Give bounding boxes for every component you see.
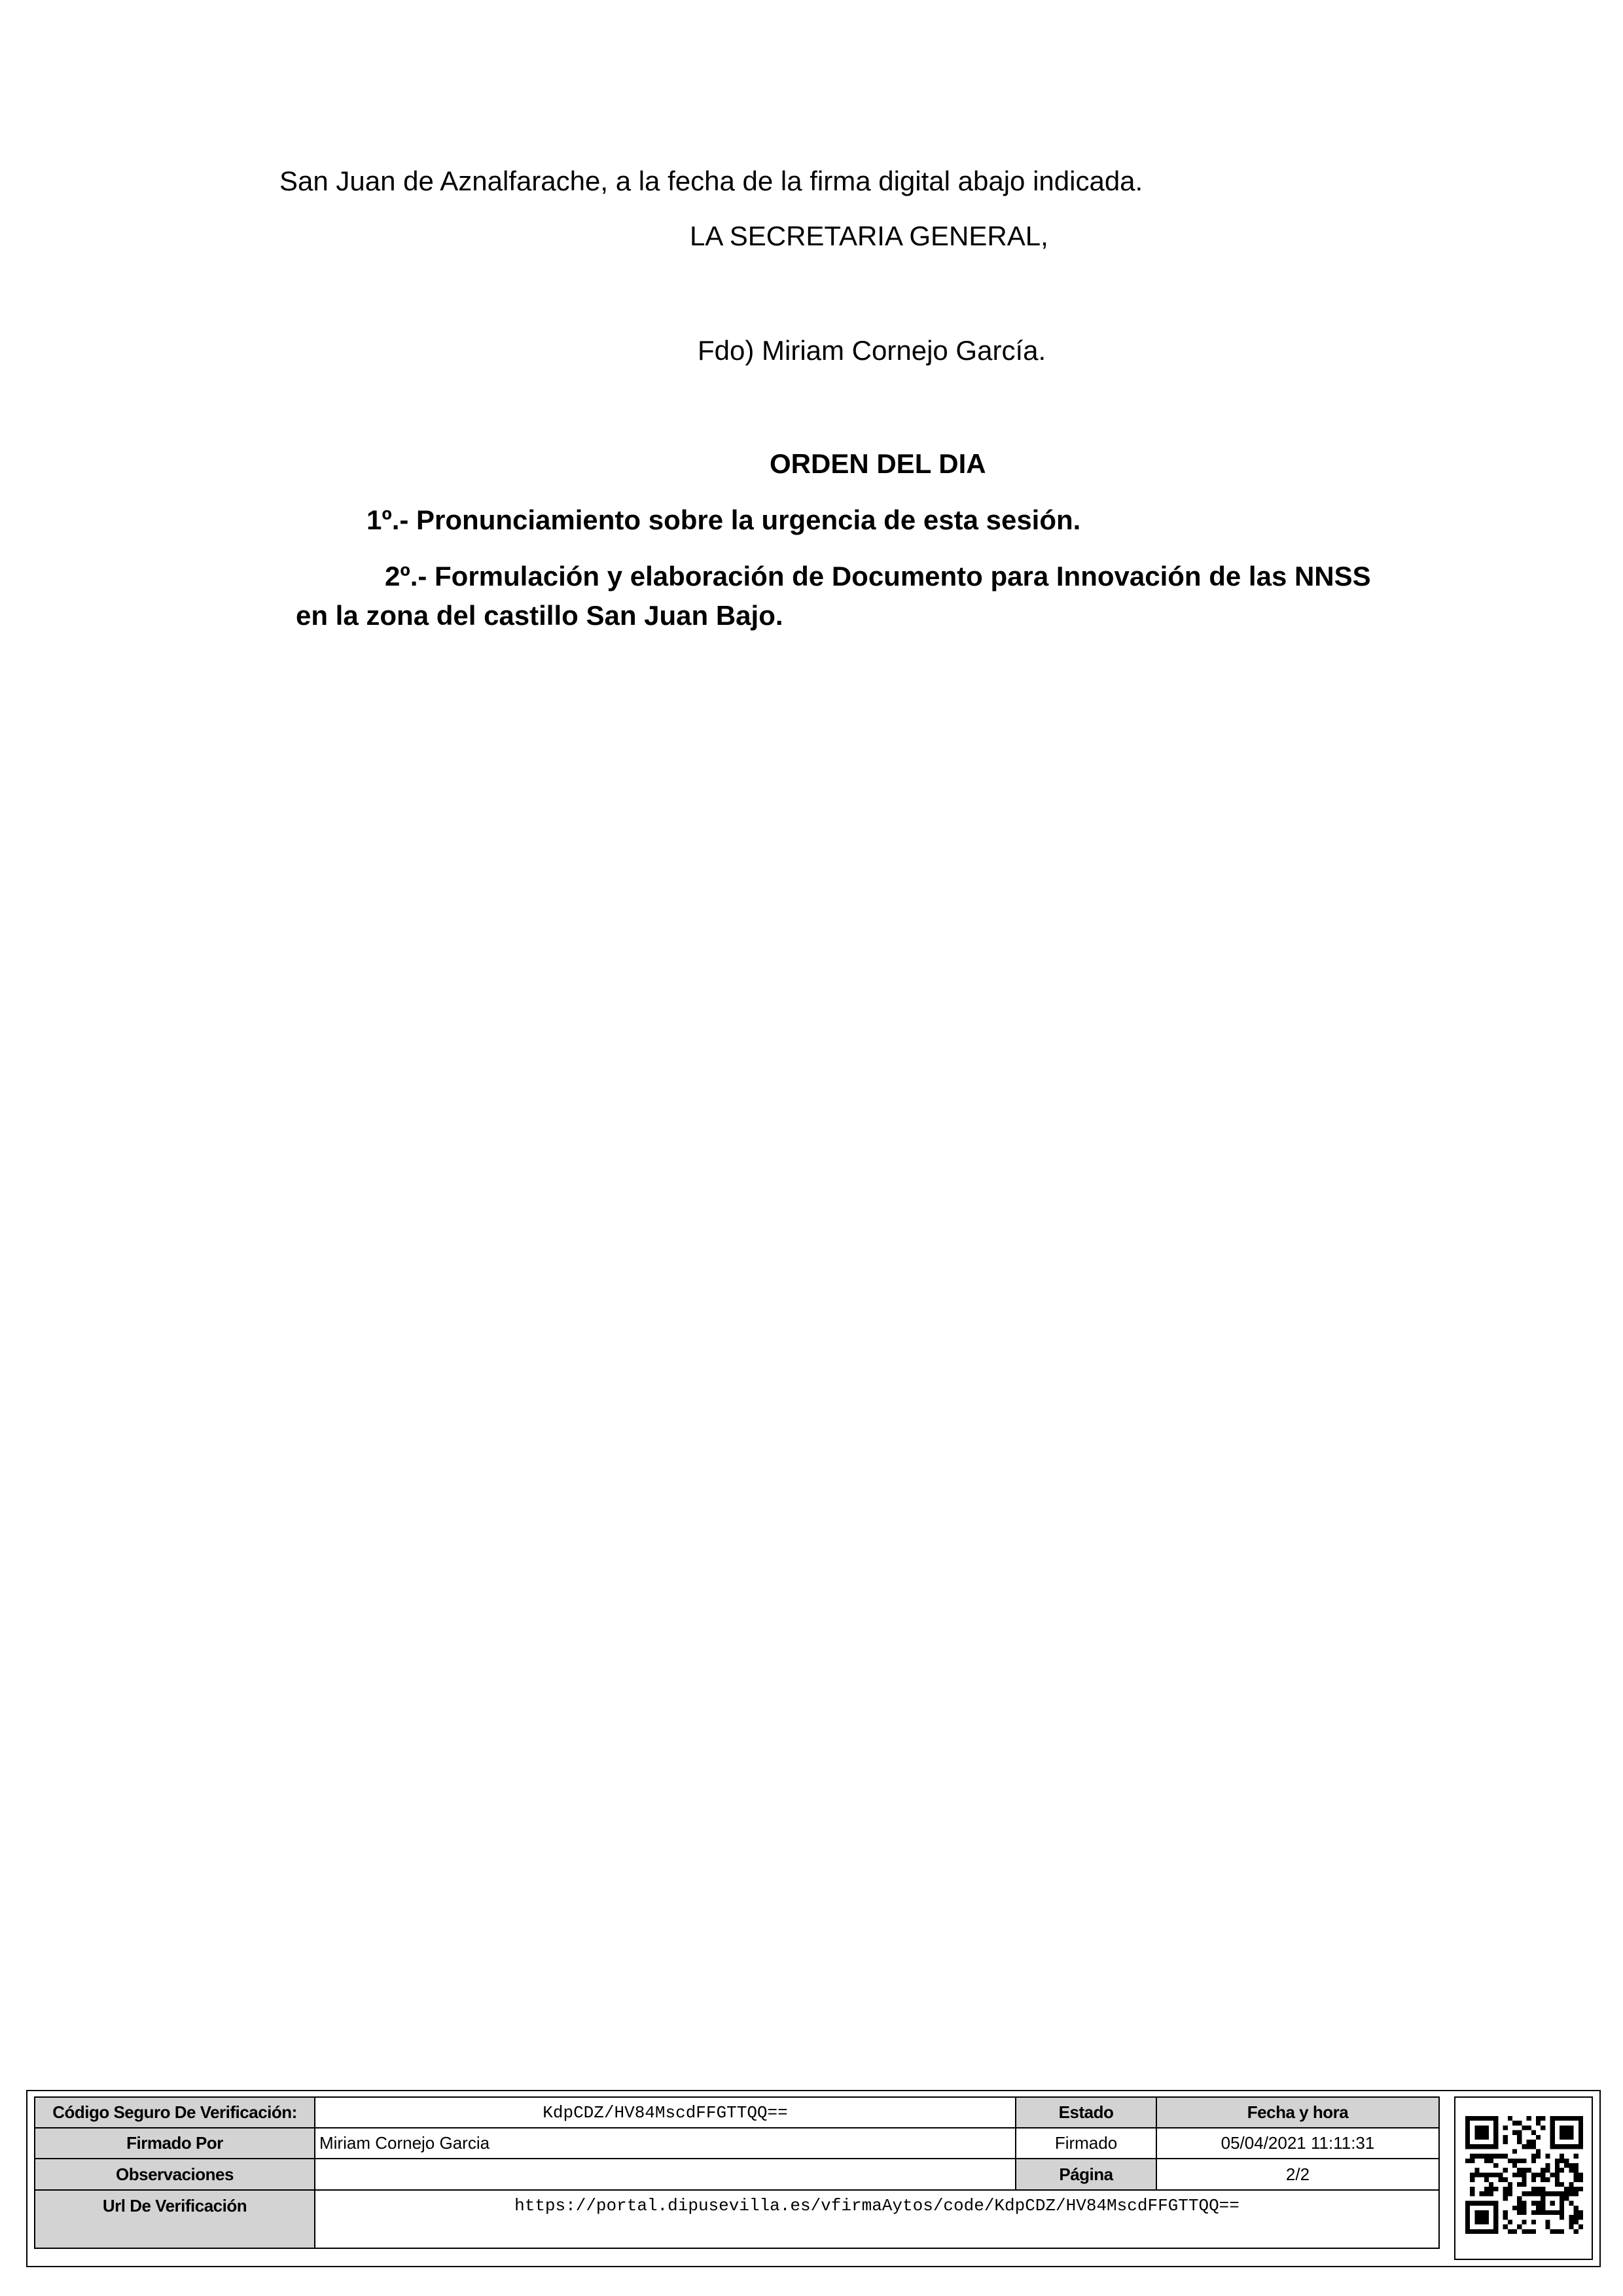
firmado-por-value: Miriam Cornejo Garcia	[315, 2128, 1016, 2159]
csv-value: KdpCDZ/HV84MscdFFGTTQQ==	[315, 2097, 1016, 2128]
agenda-item-2-line-1: 2º.- Formulación y elaboración de Documento para Innovación de las NNSS	[385, 561, 1371, 592]
estado-value: Firmado	[1016, 2128, 1156, 2159]
signer-title: LA SECRETARIA GENERAL,	[690, 221, 1048, 251]
verification-table	[34, 2096, 1440, 2249]
agenda-item-1: 1º.- Pronunciamiento sobre la urgencia de esta sesión.	[366, 504, 1081, 535]
observaciones-value	[315, 2159, 1016, 2189]
table-row	[35, 2190, 1439, 2248]
url-label: Url De Verificación	[35, 2190, 315, 2248]
place-date-line: San Juan de Aznalfarache, a la fecha de la firma digital abajo indicada.	[279, 166, 1143, 196]
signature-line: Fdo) Miriam Cornejo García.	[698, 335, 1046, 366]
fecha-value: 05/04/2021 11:11:31	[1156, 2128, 1439, 2159]
fecha-label: Fecha y hora	[1156, 2097, 1439, 2128]
observaciones-label: Observaciones	[35, 2159, 315, 2189]
url-value[interactable]: https://portal.dipusevilla.es/vfirmaAytos/code/KdpCDZ/HV84MscdFFGTTQQ==	[315, 2190, 1439, 2248]
pagina-value: 2/2	[1156, 2159, 1439, 2189]
table-row	[35, 2097, 1439, 2128]
estado-label: Estado	[1016, 2097, 1156, 2128]
qr-code	[1454, 2096, 1593, 2260]
verification-footer	[26, 2090, 1601, 2267]
agenda-item-2-line-2: en la zona del castillo San Juan Bajo.	[296, 600, 783, 631]
table-row	[35, 2128, 1439, 2159]
pagina-label: Página	[1016, 2159, 1156, 2189]
qr-code-icon	[1465, 2116, 1583, 2234]
table-row	[35, 2159, 1439, 2189]
csv-label: Código Seguro De Verificación:	[35, 2097, 315, 2128]
agenda-heading: ORDEN DEL DIA	[770, 448, 986, 479]
firmado-por-label: Firmado Por	[35, 2128, 315, 2159]
